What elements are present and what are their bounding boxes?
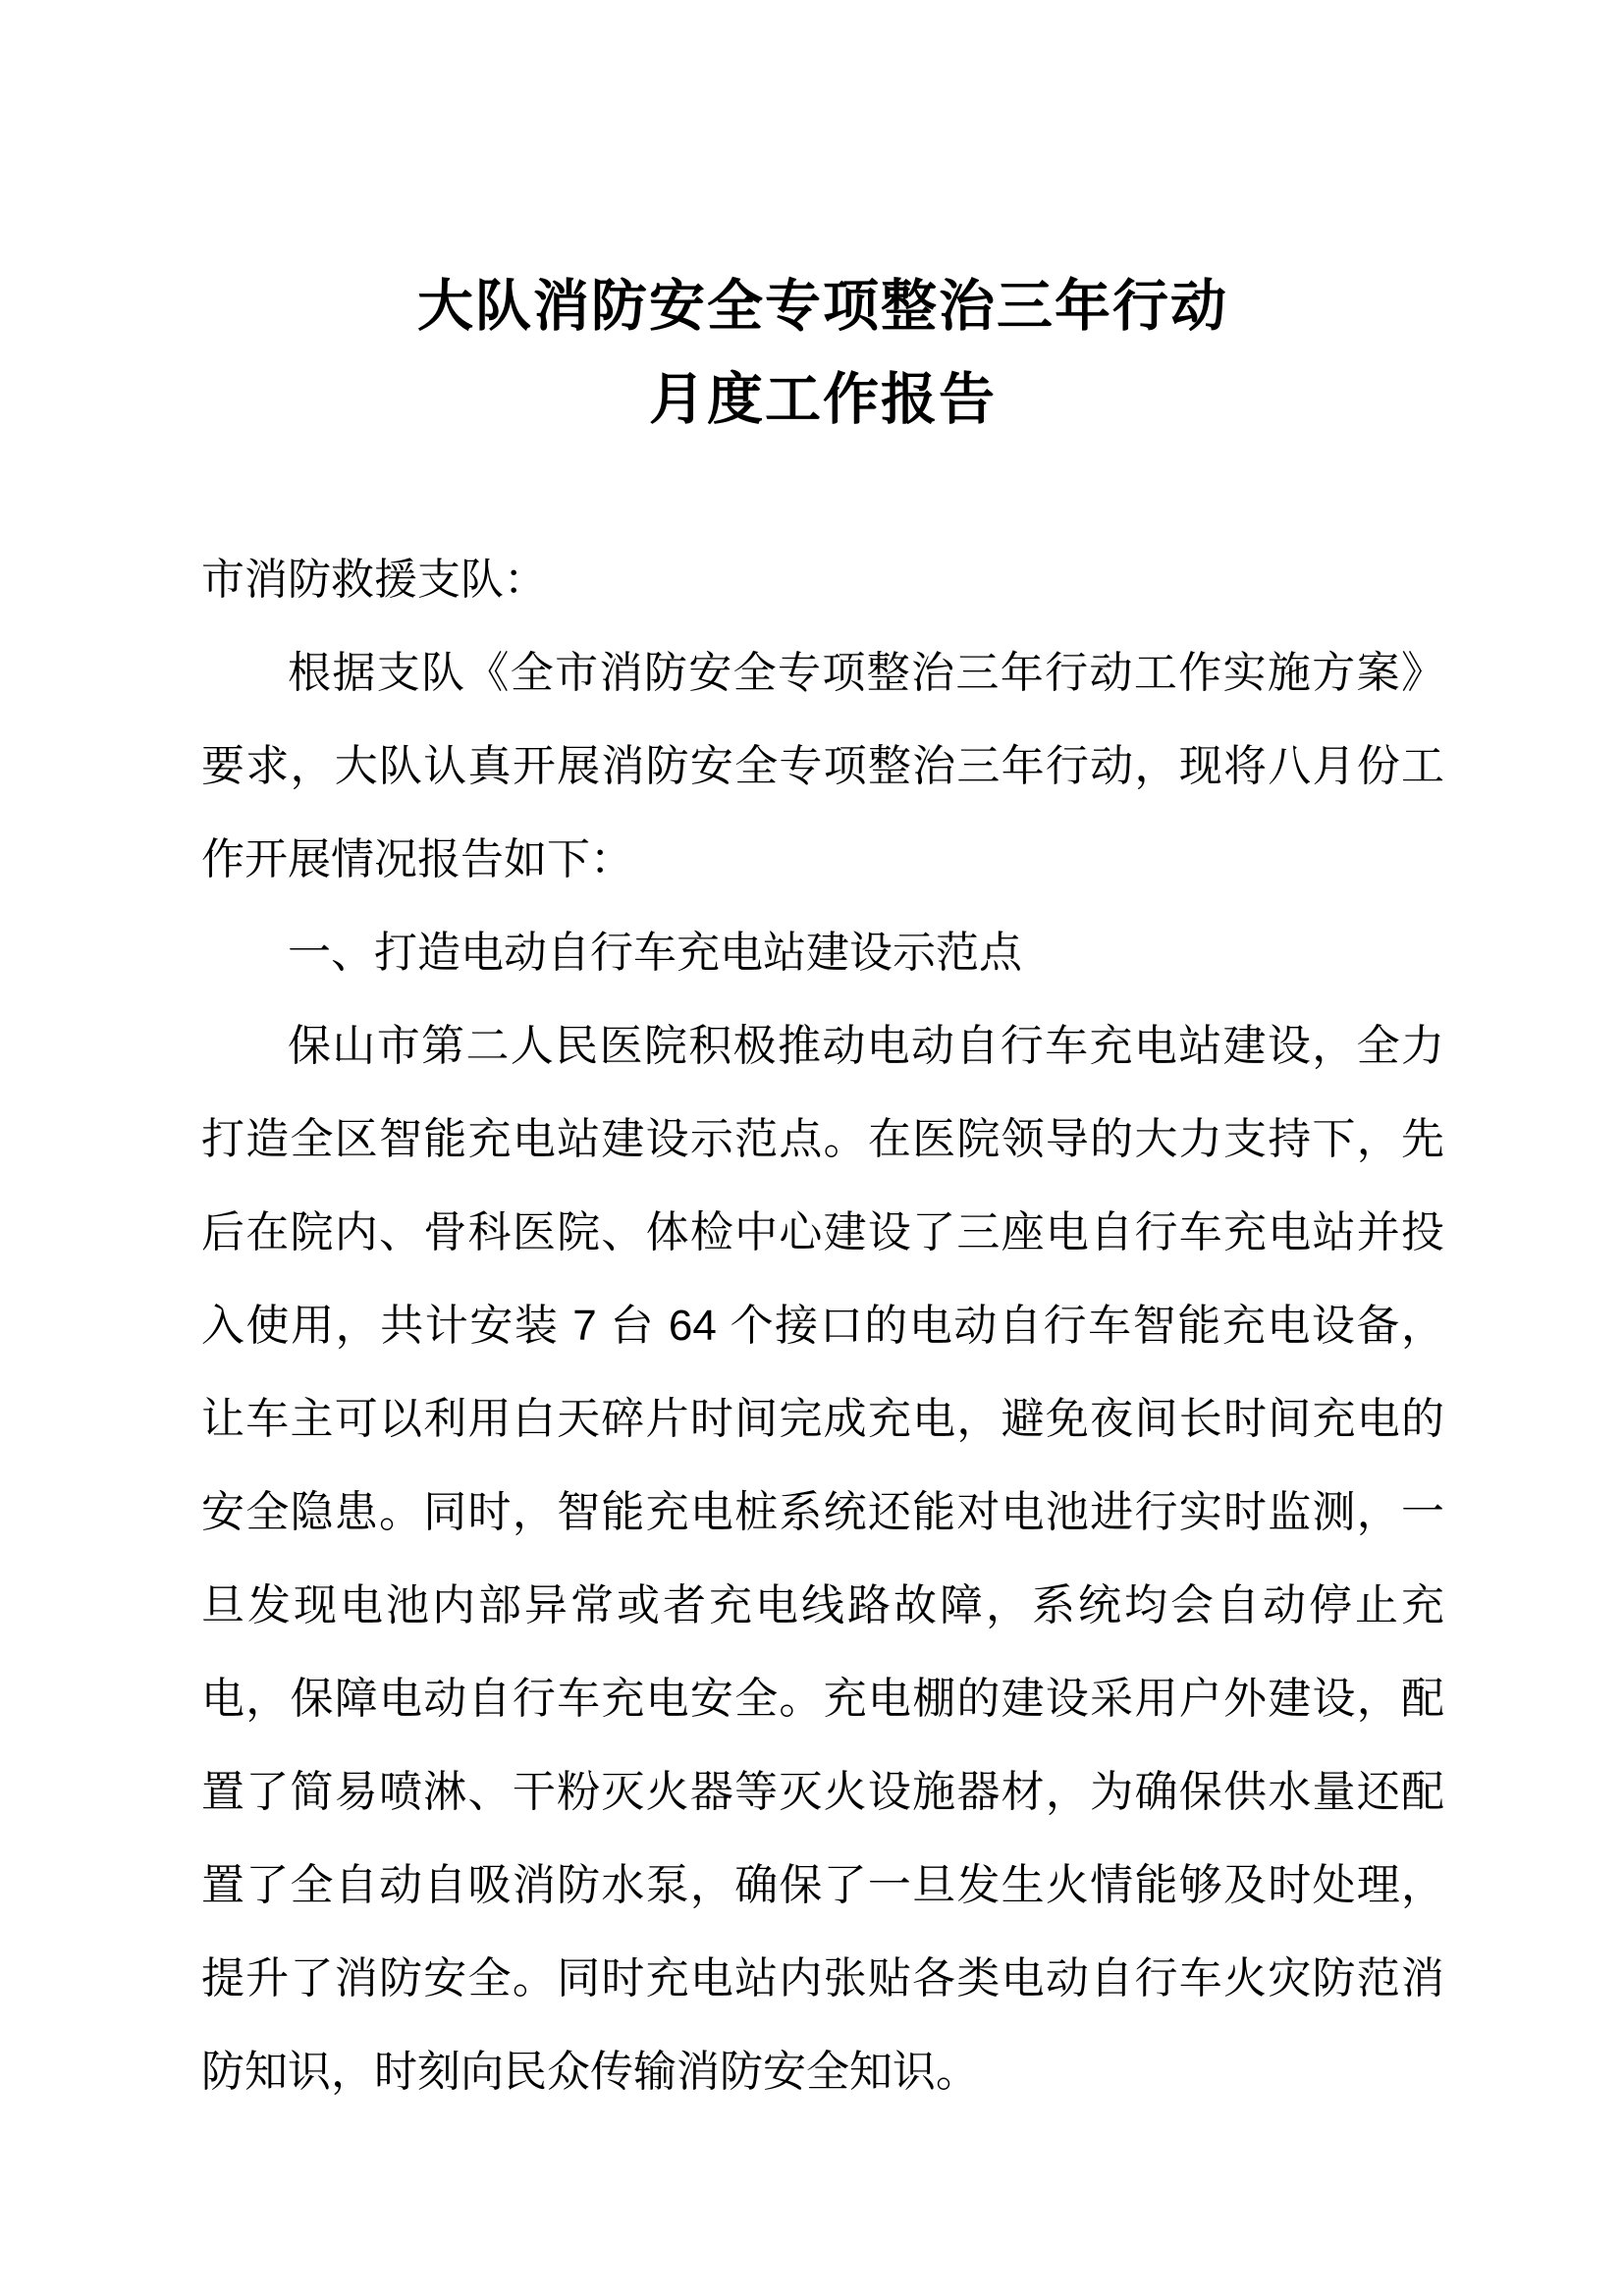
- document-title-line-2: 月度工作报告: [649, 368, 997, 431]
- document-content: [201, 0, 1444, 2118]
- paragraph-intro: 根据支队《全市消防安全专项整治三年行动工作实施方案》要求，大队认真开展消防安全专项整治三年行动，现将八月份工作开展情况报告如下：: [201, 649, 1444, 883]
- salutation-line: 市消防救援支队：: [201, 556, 547, 604]
- document-title: [201, 260, 1444, 447]
- section-heading-1: 一、打造电动自行车充电站建设示范点: [288, 929, 1022, 977]
- document-title-line-1: 大队消防安全专项整治三年行动: [417, 275, 1228, 338]
- document-body: [201, 533, 1444, 2118]
- paragraph-section-1-body: 保山市第二人民医院积极推动电动自行车充电站建设，全力打造全区智能充电站建设示范点。在医院领导的大力支持下，先后在院内、骨科医院、体检中心建设了三座电自行车充电站并投入使用，共计安装 7 台 64 个接口的电动自行车智能充电设备，让车主可以利用白天碎片时间完成充电，避免夜间长时间充电的安全隐患。同时，智能充电桩系统还能对电池进行实时监测，一旦发现电池内部异常或者充电线路故障，系统均会自动停止充电，保障电动自行车充电安全。充电棚的建设采用户外建设，配置了简易喷淋、干粉灭火器等灭火设施器材，为确保供水量还配置了全自动自吸消防水泵，确保了一旦发生火情能够及时处理，提升了消防安全。同时充电站内张贴各类电动自行车火灾防范消防知识，时刻向民众传输消防安全知识。: [201, 1022, 1444, 2096]
